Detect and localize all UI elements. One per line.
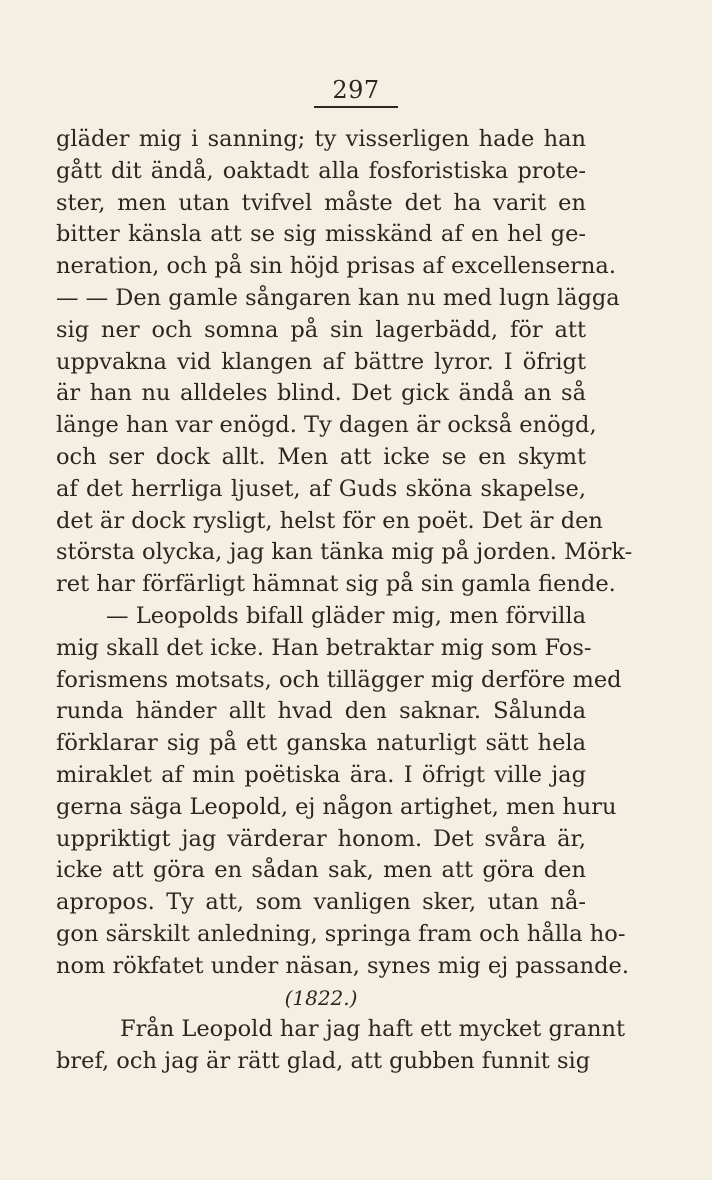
text-line: icke att göra en sådan sak, men att göra den <box>56 857 586 884</box>
text-line: forismens motsats, och tillägger mig derföre med <box>56 666 622 693</box>
text-line: runda händer allt hvad den saknar. Sålunda <box>56 698 586 725</box>
text-line: mig skall det icke. Han betraktar mig som Fos- <box>56 634 592 661</box>
text-line: miraklet af min poëtiska ära. I öfrigt ville jag <box>56 761 586 788</box>
text-line: gerna säga Leopold, ej någon artighet, men huru <box>56 793 617 820</box>
text-line: ster, men utan tvifvel måste det ha varit en <box>56 189 586 216</box>
text-line: uppriktigt jag värderar honom. Det svåra är, <box>56 825 586 852</box>
text-line: är han nu alldeles blind. Det gick ändå an så <box>56 380 586 407</box>
text-line: ret har förfärligt hämnat sig på sin gamla fiende. <box>56 571 616 598</box>
text-line: bitter känsla att se sig misskänd af en hel ge- <box>56 221 586 248</box>
text-line: bref, och jag är rätt glad, att gubben funnit sig <box>56 1048 591 1075</box>
text-line: neration, och på sin höjd prisas af excellenserna. <box>56 253 616 280</box>
text-line: det är dock rysligt, helst för en poët. Det är den <box>56 507 603 534</box>
page-number-text: 297 <box>314 76 397 108</box>
text-line: uppvakna vid klangen af bättre lyror. I öfrigt <box>56 348 586 375</box>
year-marker: (1822.) <box>284 985 358 1010</box>
text-line: af det herrliga ljuset, af Guds sköna skapelse, <box>56 475 586 502</box>
text-line: — — Den gamle sångaren kan nu med lugn lägga <box>56 284 620 311</box>
text-line: Från Leopold har jag haft ett mycket grannt <box>120 1016 626 1043</box>
text-line: gon särskilt anledning, springa fram och hålla ho- <box>56 920 626 947</box>
text-line: sig ner och somna på sin lagerbädd, för att <box>56 316 586 343</box>
text-line: länge han var enögd. Ty dagen är också enögd, <box>56 412 597 439</box>
body-text <box>56 124 633 1078</box>
text-line: — Leopolds bifall gläder mig, men förvilla <box>106 602 586 629</box>
text-line: apropos. Ty att, som vanligen sker, utan nå- <box>56 889 586 916</box>
text-line: och ser dock allt. Men att icke se en skymt <box>56 443 586 470</box>
text-line: gått dit ändå, oaktadt alla fosforistiska prote- <box>56 157 586 184</box>
text-line: förklarar sig på ett ganska naturligt sätt hela <box>56 730 586 757</box>
text-line: största olycka, jag kan tänka mig på jorden. Mörk- <box>56 539 633 566</box>
text-line: nom rökfatet under näsan, synes mig ej passande. <box>56 952 630 979</box>
text-line: gläder mig i sanning; ty visserligen hade han <box>56 126 586 152</box>
page-number <box>0 76 712 108</box>
